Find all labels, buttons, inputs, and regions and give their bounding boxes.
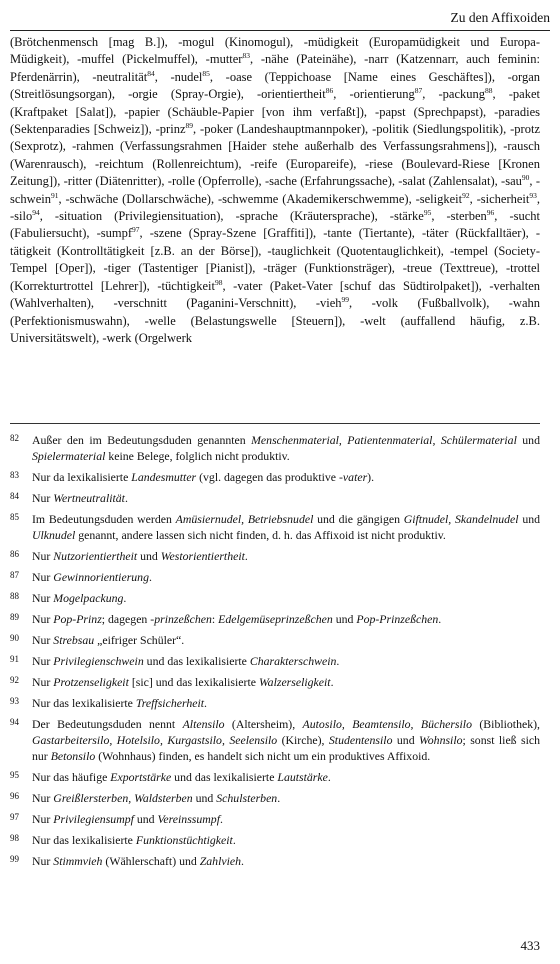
footnote-italic-term: Privilegiensumpf: [53, 812, 134, 826]
footnote-text: Nur: [32, 633, 54, 647]
footnote-italic-term: Spielermaterial: [32, 449, 106, 463]
body-text-segment: , -poker (Landeshauptmannpoker), -politik (Siedlungspolitik), -protz (Sexprotz), -rahmen (Verfassungsrahmen [Haider stehe außerhalb des Verfassungsrahmens]), -rausch (Warenrausch), -reichtum (Rollenreichtum), -reife (Europareife), -riese (Boulevard-Riese [Kronen Zeitung]), -ritter (Diätenritter), -rolle (Opferrolle), -sache (Erfahrungssache), -salat (Zahlensalat), -sau: [10, 122, 540, 189]
footnote-text: und: [518, 512, 541, 526]
footnote: [10, 695, 540, 711]
body-text-segment: , -volk (Fußballvolk), -wahn (Perfektionismuswahn), -welle (Belastungswelle [Steuern]), -welt (auffallend häufig, z.B. Universitätswelt), -werk (Orgelwerk: [10, 296, 540, 345]
footnote-italic-term: Pop-Prinzeßchen: [356, 612, 439, 626]
footnote-italic-term: Strebsau: [53, 633, 95, 647]
body-text-segment: , -schwein: [10, 174, 540, 206]
footnote-number: 94: [10, 717, 19, 727]
footnote-italic-term: Charakterschwein: [249, 654, 337, 668]
footnote-text: Nur das lexikalisierte: [32, 696, 136, 710]
footnote-italic-term: Wertneutralität: [53, 491, 125, 505]
footnote-italic-term: Altensilo: [182, 717, 225, 731]
footnote-text: Nur: [32, 591, 54, 605]
footnote-italic-term: Gastarbeitersilo, Hotelsilo, Kurgastsilo, Seelensilo: [32, 733, 278, 747]
footnotes-section: [10, 432, 540, 874]
footnote-text: .: [438, 612, 442, 626]
footnote-text: .: [148, 570, 152, 584]
footnote-text: .: [241, 854, 244, 868]
footnote-ref: 91: [50, 190, 59, 200]
body-text-segment: , -orientierung: [333, 87, 415, 102]
footnote-text: (Altersheim),: [224, 717, 303, 731]
footnote-text: und: [137, 549, 161, 563]
footnote-italic-term: Mogelpackung: [53, 591, 124, 605]
footnote-text: :: [211, 612, 219, 626]
footnote-italic-term: Wohnsilo: [419, 733, 463, 747]
footnote-text: (Wohnhaus) finden, es handelt sich nicht um ein produktives Affixoid.: [95, 749, 431, 763]
footnote-italic-term: Landesmutter: [131, 470, 197, 484]
footnote-text: ; sonst ließ sich nur: [32, 733, 541, 763]
footnote-ref: 87: [414, 86, 423, 96]
footnote-number: 93: [10, 696, 19, 706]
footnote-number: 82: [10, 433, 19, 443]
footnote-text: und die gängigen: [313, 512, 404, 526]
footnote-number: 99: [10, 854, 19, 864]
footnote-text: Nur: [32, 654, 54, 668]
footnote-number: 96: [10, 791, 19, 801]
footnote-ref: 98: [214, 277, 223, 287]
footnote-number: 86: [10, 549, 19, 559]
footnote-italic-term: Lautstärke: [277, 770, 328, 784]
footnote-text: und: [192, 791, 217, 805]
body-text-segment: , -vater (Paket-Vater [schuf das Südtirolpaket]), -verhalten (Wahlverhalten), -verschnitt (Paganini-Verschnitt), -vieh: [10, 278, 541, 311]
footnote-italic-term: Vereinssumpf: [157, 812, 220, 826]
footnote-number: 90: [10, 633, 19, 643]
footnote-text: .: [336, 654, 340, 668]
footnote-number: 85: [10, 512, 19, 522]
footnote: [10, 716, 540, 764]
footnote-text: und: [332, 612, 357, 626]
footnote: [10, 548, 540, 564]
footnote-ref: 83: [242, 51, 250, 61]
body-text-segment: (Brötchenmensch [mag B.]), -mogul (Kinomogul), -müdigkeit (Europamüdigkeit und Europa-Müdigkeit), -muffel (Pickelmuffel), -mutter: [10, 35, 540, 67]
footnote: [10, 832, 540, 848]
footnote-text: Nur: [32, 570, 54, 584]
body-text-segment: , -szene (Spray-Szene [Graffiti]), -tante (Tiertante), -täter (Rückfalltäer), -tätigkeit (Kontrolltätigkeit [z.B. an der Börse]), -tauglichkeit (Quotentauglichkeit), -tempel (Society-Tempel [Oper]), -tiger (Tastentiger [Pianist]), -träger (Funktionsträger), -treue (Texttreue), -trottel (Korrekturtrottel [Lehrer]), -tüchtigkeit: [10, 226, 540, 293]
footnote-number: 84: [10, 491, 19, 501]
footnote: [10, 853, 540, 869]
footnote-text: keine Belege, folglich nicht produktiv.: [105, 449, 290, 463]
footnote: [10, 611, 540, 627]
footnote-italic-term: Privilegienschwein: [53, 654, 144, 668]
footnote-number: 92: [10, 675, 19, 685]
footnote-italic-term: Giftnudel, Skandelnudel: [403, 512, 519, 526]
running-header: [10, 10, 550, 31]
footnote-text: und: [516, 433, 540, 447]
footnote-italic-term: Menschenmaterial, Patientenmaterial, Schülermaterial: [251, 433, 517, 447]
footnote-text: Außer den im Bedeutungsduden genannten: [32, 433, 252, 447]
footnote-text: .: [330, 675, 334, 689]
body-paragraph: [10, 34, 540, 347]
footnote-text: Der Bedeutungsduden nennt: [32, 717, 183, 731]
footnote-text: Nur: [32, 812, 54, 826]
footnote-text: Nur: [32, 549, 54, 563]
footnote-text: „eifriger Schüler“.: [94, 633, 185, 647]
footnote-ref: 96: [486, 207, 495, 217]
footnote-italic-term: Funktionstüchtigkeit: [135, 833, 233, 847]
footnote-italic-term: Edelgemüseprinzeßchen: [218, 612, 333, 626]
body-text-segment: , -sicherheit: [469, 191, 530, 206]
footnote-text: .: [327, 770, 331, 784]
footnote-italic-term: Nutzorientiertheit: [53, 549, 138, 563]
footnote-number: 97: [10, 812, 19, 822]
footnote-italic-term: Greißlersterben, Waldsterben: [53, 791, 193, 805]
footnote-text: (vgl. dagegen das produktive: [196, 470, 339, 484]
footnote-ref: 85: [202, 68, 210, 78]
footnote: [10, 653, 540, 669]
footnote: [10, 432, 540, 464]
footnote-text: Nur da lexikalisierte: [32, 470, 132, 484]
body-text-segment: , -oase (Teppichoase [Name eines Geschäftes]), -organ (Streitlösungsorgan), -orgie (Spray-Orgie), -orientiertheit: [10, 69, 540, 102]
footnote-ref: 97: [132, 225, 140, 235]
footnote-italic-term: -prinzeßchen: [150, 612, 212, 626]
footnote-text: Nur: [32, 675, 54, 689]
footnote-text: genannt, andere lassen sich nicht finden, d. h. das Affixoid ist nicht produktiv.: [75, 528, 446, 542]
footnote-italic-term: Gewinnorientierung: [53, 570, 149, 584]
footnote-text: .: [123, 591, 127, 605]
footnote-text: Nur: [32, 854, 54, 868]
body-text-segment: , -sucht (Fabuliersucht), -sumpf: [10, 209, 540, 241]
footnote-text: (Bibliothek),: [471, 717, 540, 731]
footnote-number: 98: [10, 833, 19, 843]
footnote-number: 95: [10, 770, 19, 780]
footnote-ref: 92: [462, 190, 470, 200]
footnote-text: Nur das lexikalisierte: [32, 833, 136, 847]
footnote-text: (Wählerschaft) und: [102, 854, 200, 868]
footnote-text: Nur das häufige: [32, 770, 111, 784]
footnote-italic-term: Westorientiertheit: [160, 549, 245, 563]
footnote-ref: 95: [423, 207, 432, 217]
footnote-number: 87: [10, 570, 19, 580]
footnote-text: ; dagegen: [101, 612, 151, 626]
footnote-text: .: [277, 791, 281, 805]
footnote: [10, 674, 540, 690]
footnote: [10, 511, 540, 543]
footnote-text: Im Bedeutungsduden werden: [32, 512, 176, 526]
footnote-ref: 94: [32, 207, 40, 217]
footnote-text: .: [219, 812, 223, 826]
body-text-segment: , -paket (Kraftpaket [Salat]), -papier (Schäuble-Papier [von ihm verfaßt]), -papst (Sprechpapst), -paradies (Sektenparadies [Schweiz]), -prinz: [10, 87, 540, 137]
footnote: [10, 469, 540, 485]
footnote-ref: 90: [521, 173, 530, 183]
footnote-ref: 88: [485, 86, 493, 96]
body-text-segment: , -schwäche (Dollarschwäche), -schwemme (Akademikerschwemme), -seligkeit: [58, 191, 463, 206]
footnote: [10, 632, 540, 648]
footnote: [10, 569, 540, 585]
footnote: [10, 790, 540, 806]
footnote-number: 83: [10, 470, 19, 480]
footnote-number: 89: [10, 612, 19, 622]
footnote-ref: 86: [325, 86, 334, 96]
footnote: [10, 769, 540, 785]
footnote-ref: 99: [341, 294, 350, 304]
footnote-italic-term: Stimmvieh: [53, 854, 103, 868]
footnote-text: Nur: [32, 612, 54, 626]
footnote-text: .: [244, 549, 248, 563]
body-text-segment: , -situation (Privilegiensituation), -sprache (Kräutersprache), -stärke: [39, 209, 424, 224]
footnote-text: [sic] und das lexikalisierte: [128, 675, 259, 689]
footnote-italic-term: Treffsicherheit: [135, 696, 205, 710]
footnote-italic-term: Schulsterben: [216, 791, 278, 805]
footnote-italic-term: Walzerseligkeit: [258, 675, 331, 689]
footnote-ref: 89: [185, 120, 193, 130]
footnote-number: 91: [10, 654, 19, 664]
body-text-segment: , -silo: [10, 191, 540, 224]
footnote-italic-term: Pop-Prinz: [53, 612, 102, 626]
footnote-text: und das lexikalisierte: [143, 654, 250, 668]
footnote-ref: 84: [147, 68, 155, 78]
footnote-text: (Kirche),: [277, 733, 329, 747]
footnote-text: Nur: [32, 791, 54, 805]
body-text-segment: , -sterben: [431, 209, 487, 224]
page-number: 433: [520, 938, 540, 953]
footnote-italic-term: Amüsiernudel, Betriebsnudel: [175, 512, 314, 526]
footnote: [10, 490, 540, 506]
body-text-segment: , -packung: [422, 87, 485, 102]
footnote-italic-term: Studentensilo: [328, 733, 393, 747]
footnote-text: ).: [367, 470, 375, 484]
footnote-text: und: [392, 733, 420, 747]
footnote-text: .: [124, 491, 128, 505]
footnote: [10, 811, 540, 827]
footnote-number: 88: [10, 591, 19, 601]
footnote-italic-term: Autosilo, Beamtensilo, Büchersilo: [302, 717, 472, 731]
footnote-text: Nur: [32, 491, 54, 505]
body-text-segment: , -nudel: [154, 69, 203, 84]
footnote: [10, 590, 540, 606]
footnote-italic-term: Zahlvieh: [199, 854, 242, 868]
footnote-text: und das lexikalisierte: [171, 770, 278, 784]
header-title: Zu den Affixoiden: [450, 10, 550, 25]
footnote-italic-term: Exportstärke: [110, 770, 172, 784]
footnote-divider: [10, 423, 540, 424]
footnote-text: .: [232, 833, 236, 847]
footnote-italic-term: Ulknudel: [32, 528, 76, 542]
body-text-segment: , -nähe (Pateinähe), -narr (Katzennarr, auch feminin: Pferdenärrin), -neutralität: [10, 52, 540, 84]
footnote-text: und: [133, 812, 158, 826]
footnote-text: .: [204, 696, 207, 710]
footnote-italic-term: Protzenseligkeit: [53, 675, 129, 689]
footnote-ref: 93: [529, 190, 537, 200]
footnote-italic-term: Betonsilo: [50, 749, 96, 763]
footnote-italic-term: -vater: [339, 470, 368, 484]
